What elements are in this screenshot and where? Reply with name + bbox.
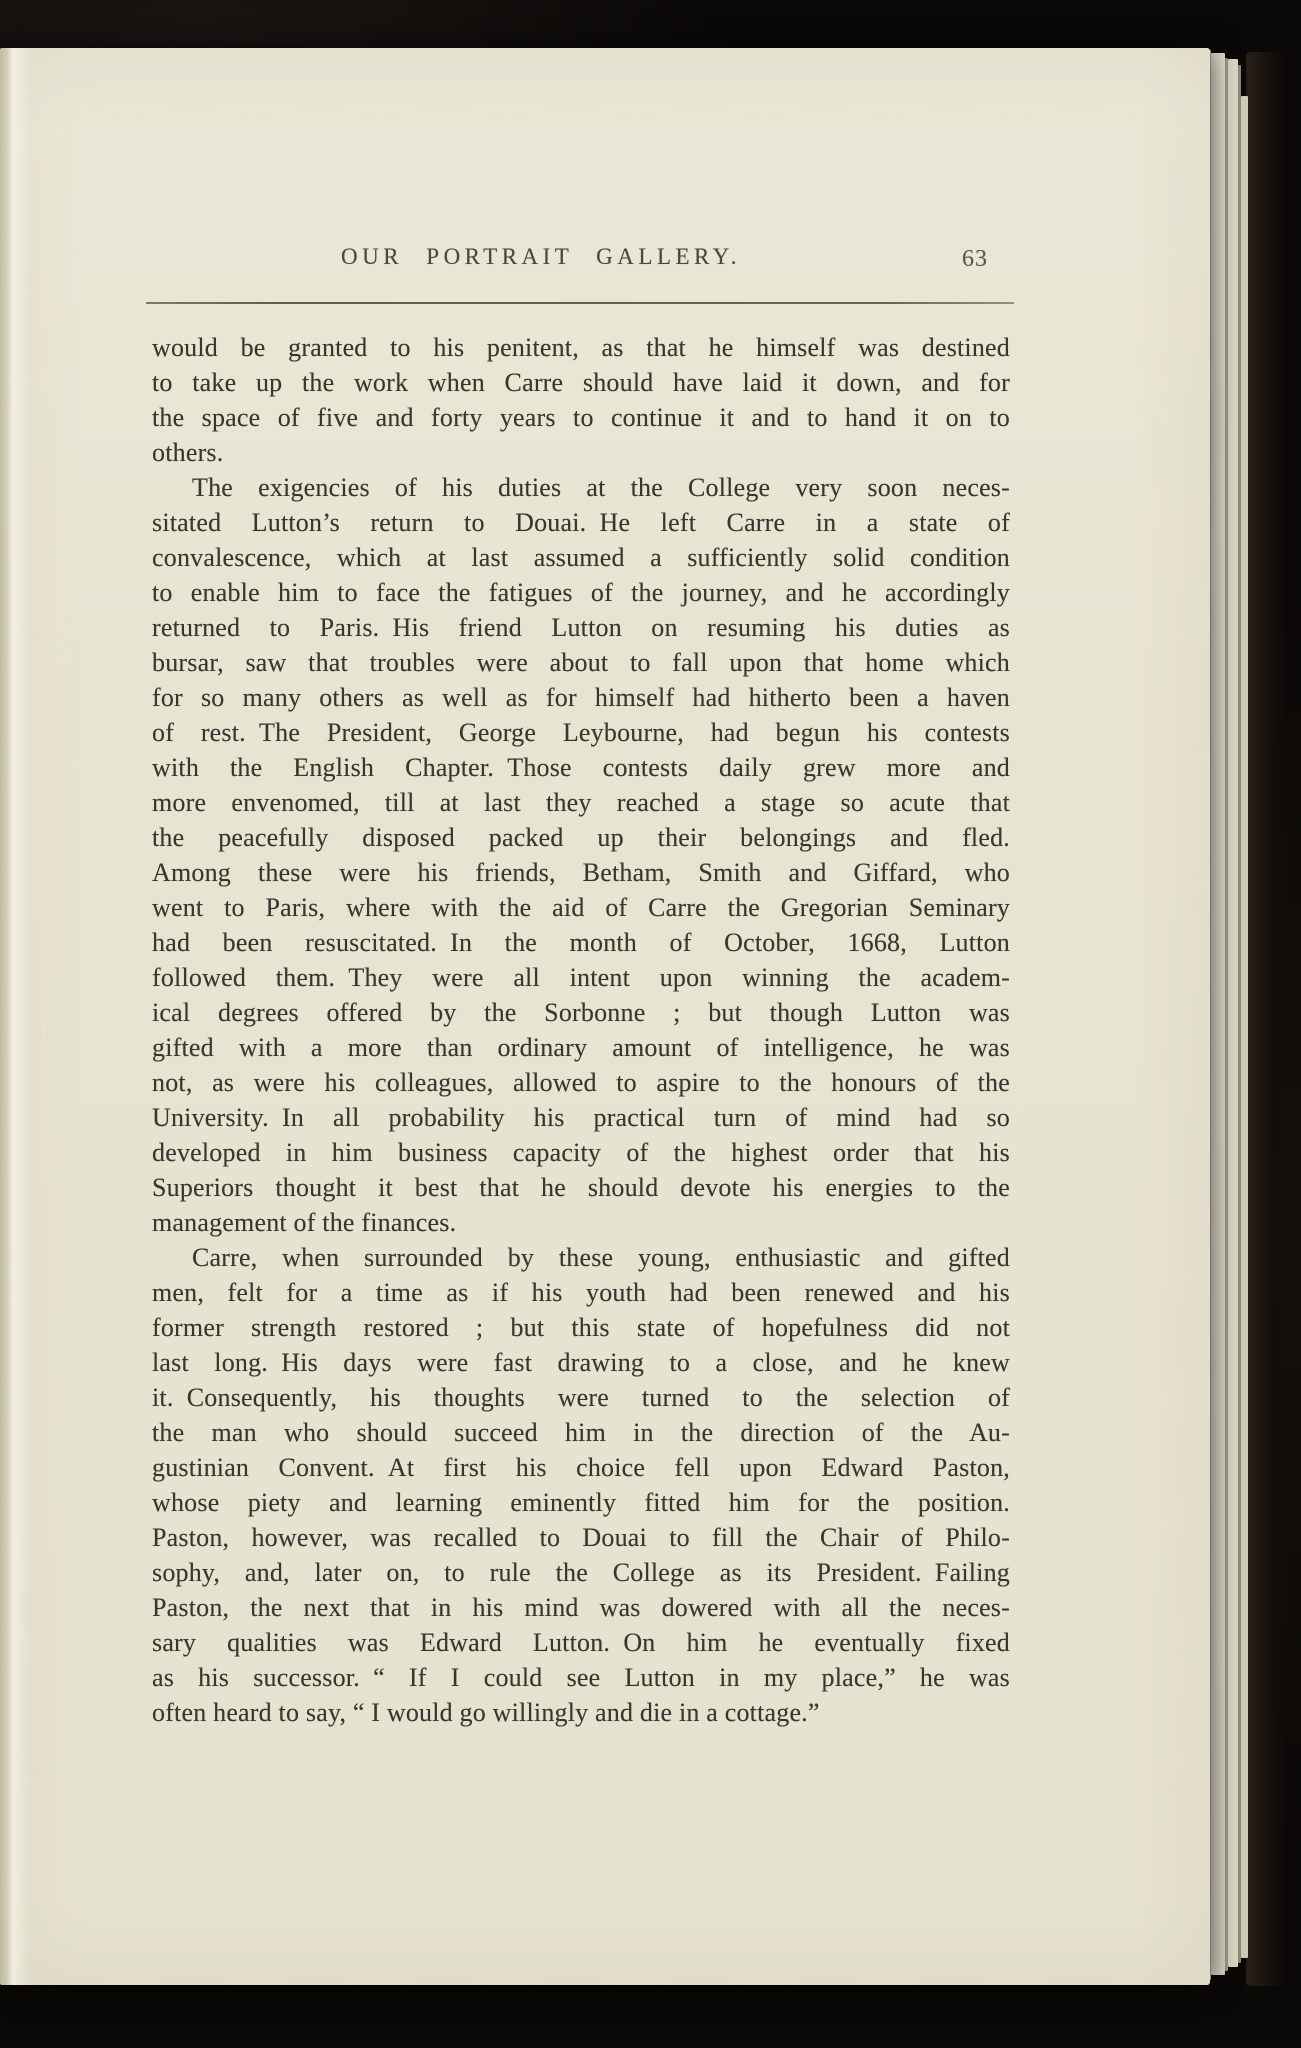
- text-line: sitated Lutton’s return to Douai. He left Carre in a state of: [152, 508, 1010, 537]
- text-line: to take up the work when Carre should have laid it down, and for: [152, 368, 1010, 397]
- body-text: [152, 330, 1010, 1730]
- text-line: of rest. The President, George Leybourne, had begun his contests: [152, 718, 1010, 747]
- text-line: often heard to say, “ I would go willingly and die in a cottage.”: [152, 1698, 820, 1727]
- text-line: not, as were his colleagues, allowed to aspire to the honours of the: [152, 1068, 1010, 1097]
- text-line: returned to Paris. His friend Lutton on resuming his duties as: [152, 613, 1010, 642]
- page-number: 63: [962, 246, 988, 272]
- text-line: followed them. They were all intent upon winning the academ-: [152, 963, 1010, 992]
- text-line: Among these were his friends, Betham, Smith and Giffard, who: [152, 858, 1010, 887]
- text-line: Superiors thought it best that he should devote his energies to the: [152, 1173, 1010, 1202]
- text-line: University. In all probability his practical turn of mind had so: [152, 1103, 1010, 1132]
- text-line: went to Paris, where with the aid of Carre the Gregorian Seminary: [152, 893, 1010, 922]
- page-edge: [1241, 96, 1248, 1958]
- text-line: the space of five and forty years to continue it and to hand it on to: [152, 403, 1010, 432]
- running-title: OUR PORTRAIT GALLERY.: [340, 244, 742, 269]
- text-line: had been resuscitated. In the month of October, 1668, Lutton: [152, 928, 1010, 957]
- text-line: men, felt for a time as if his youth had been renewed and his: [152, 1278, 1010, 1307]
- text-line: others.: [152, 438, 224, 467]
- page-edge: [1228, 59, 1238, 1967]
- page-edge: [1211, 53, 1225, 1975]
- text-line: bursar, saw that troubles were about to fall upon that home which: [152, 648, 1010, 677]
- text-line: ical degrees offered by the Sorbonne ; but though Lutton was: [152, 998, 1010, 1027]
- text-line: former strength restored ; but this state of hopefulness did not: [152, 1313, 1010, 1342]
- text-line: Carre, when surrounded by these young, enthusiastic and gifted: [192, 1243, 1010, 1272]
- text-line: management of the finances.: [152, 1208, 457, 1237]
- text-line: more envenomed, till at last they reached a stage so acute that: [152, 788, 1010, 817]
- text-line: whose piety and learning eminently fitted him for the position.: [152, 1488, 1010, 1517]
- text-line: developed in him business capacity of the highest order that his: [152, 1138, 1010, 1167]
- text-line: for so many others as well as for himself had hitherto been a haven: [152, 683, 1010, 712]
- text-line: gifted with a more than ordinary amount of intelligence, he was: [152, 1033, 1010, 1062]
- text-line: would be granted to his penitent, as that he himself was destined: [152, 333, 1010, 362]
- text-line: Paston, however, was recalled to Douai to fill the Chair of Philo-: [152, 1523, 1010, 1552]
- text-line: sophy, and, later on, to rule the College as its President. Failing: [152, 1558, 1010, 1587]
- text-line: it. Consequently, his thoughts were turned to the selection of: [152, 1383, 1010, 1412]
- text-line: sary qualities was Edward Lutton. On him he eventually fixed: [152, 1628, 1010, 1657]
- book-page: [0, 48, 1210, 1985]
- text-line: the man who should succeed him in the direction of the Au-: [152, 1418, 1010, 1447]
- text-line: The exigencies of his duties at the College very soon neces-: [192, 473, 1010, 502]
- text-line: gustinian Convent. At first his choice fell upon Edward Paston,: [152, 1453, 1010, 1482]
- page-header: [180, 244, 902, 278]
- text-line: the peacefully disposed packed up their belongings and fled.: [152, 823, 1010, 852]
- text-line: to enable him to face the fatigues of the journey, and he accordingly: [152, 578, 1010, 607]
- text-line: as his successor. “ If I could see Lutton in my place,” he was: [152, 1663, 1010, 1692]
- text-line: Paston, the next that in his mind was dowered with all the neces-: [152, 1593, 1010, 1622]
- header-rule: [146, 302, 1014, 304]
- book-cover-edge: [1246, 52, 1286, 1986]
- text-line: convalescence, which at last assumed a sufficiently solid condition: [152, 543, 1010, 572]
- gutter-shadow: [0, 48, 30, 1985]
- text-line: last long. His days were fast drawing to a close, and he knew: [152, 1348, 1010, 1377]
- text-line: with the English Chapter. Those contests daily grew more and: [152, 753, 1010, 782]
